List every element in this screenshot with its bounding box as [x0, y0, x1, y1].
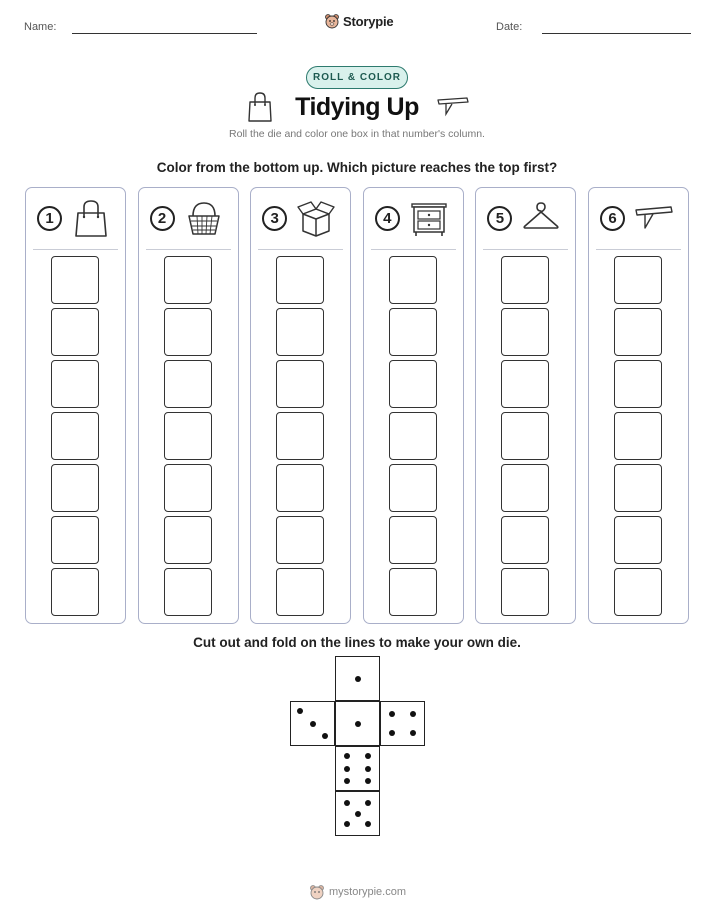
column-divider: [483, 249, 568, 250]
column-number-1: 1: [37, 206, 62, 231]
color-box[interactable]: [164, 256, 212, 304]
color-box[interactable]: [389, 256, 437, 304]
shopping-bag-icon: [71, 198, 111, 238]
color-box[interactable]: [164, 464, 212, 512]
color-box[interactable]: [51, 256, 99, 304]
page-subtitle: Roll the die and color one box in that number's column.: [229, 128, 485, 140]
dresser-icon: [409, 198, 449, 238]
column-divider: [371, 249, 456, 250]
name-line[interactable]: [72, 33, 257, 34]
color-box[interactable]: [389, 308, 437, 356]
roll-column-1: [25, 187, 126, 624]
name-label: Name:: [24, 21, 57, 33]
color-box[interactable]: [501, 360, 549, 408]
die-pip: [344, 800, 350, 806]
column-divider: [33, 249, 118, 250]
column-divider: [146, 249, 231, 250]
color-box[interactable]: [164, 308, 212, 356]
die-pip: [365, 800, 371, 806]
die-instruction: Cut out and fold on the lines to make your own die.: [193, 635, 521, 650]
shopping-bag-icon: [246, 91, 274, 123]
color-box[interactable]: [51, 360, 99, 408]
die-pip: [355, 721, 361, 727]
color-box[interactable]: [51, 308, 99, 356]
color-box[interactable]: [276, 464, 324, 512]
color-box[interactable]: [614, 360, 662, 408]
color-box[interactable]: [501, 568, 549, 616]
page-title: Tidying Up: [295, 93, 419, 121]
die-face-5: [335, 791, 380, 836]
color-box[interactable]: [389, 516, 437, 564]
color-box[interactable]: [276, 568, 324, 616]
bear-icon: [309, 884, 325, 900]
color-box[interactable]: [276, 360, 324, 408]
die-pip: [355, 811, 361, 817]
die-pip: [344, 766, 350, 772]
color-box[interactable]: [614, 568, 662, 616]
die-pip: [310, 721, 316, 727]
open-box-icon: [296, 198, 336, 238]
color-box[interactable]: [501, 256, 549, 304]
color-box[interactable]: [51, 568, 99, 616]
instruction-text: Color from the bottom up. Which picture reaches the top first?: [156, 160, 558, 175]
date-label: Date:: [496, 21, 523, 33]
die-face-1: [335, 656, 380, 701]
color-box[interactable]: [51, 464, 99, 512]
color-box[interactable]: [276, 308, 324, 356]
color-box[interactable]: [501, 516, 549, 564]
color-box[interactable]: [614, 256, 662, 304]
die-pip: [389, 711, 395, 717]
die-pip: [365, 821, 371, 827]
color-box[interactable]: [501, 464, 549, 512]
die-pip: [365, 753, 371, 759]
die-pip: [344, 778, 350, 784]
color-box[interactable]: [51, 412, 99, 460]
die-pip: [365, 778, 371, 784]
column-divider: [258, 249, 343, 250]
die-pip: [410, 711, 416, 717]
column-number-2: 2: [150, 206, 175, 231]
color-box[interactable]: [389, 360, 437, 408]
color-box[interactable]: [164, 516, 212, 564]
color-box[interactable]: [501, 412, 549, 460]
color-box[interactable]: [51, 516, 99, 564]
column-number-3: 3: [262, 206, 287, 231]
footer-url[interactable]: mystorypie.com: [329, 886, 407, 898]
die-face-3: [290, 701, 335, 746]
column-number-5: 5: [487, 206, 512, 231]
roll-column-2: [138, 187, 239, 624]
date-line[interactable]: [542, 33, 691, 34]
color-box[interactable]: [389, 412, 437, 460]
die-face-4: [380, 701, 425, 746]
die-face-6: [335, 746, 380, 791]
die-pip: [410, 730, 416, 736]
brand-name: Storypie: [343, 13, 394, 29]
column-number-6: 6: [600, 206, 625, 231]
color-box[interactable]: [164, 412, 212, 460]
die-pip: [322, 733, 328, 739]
roll-column-6: [588, 187, 689, 624]
roll-column-3: [250, 187, 351, 624]
color-box[interactable]: [276, 256, 324, 304]
die-face-1: [335, 701, 380, 746]
bear-icon: [324, 13, 340, 29]
die-pip: [344, 753, 350, 759]
column-divider: [596, 249, 681, 250]
die-pip: [297, 708, 303, 714]
column-number-4: 4: [375, 206, 400, 231]
die-pip: [389, 730, 395, 736]
color-box[interactable]: [614, 516, 662, 564]
roll-color-badge: ROLL & COLOR: [306, 66, 408, 89]
footer: [309, 884, 406, 900]
roll-column-5: [475, 187, 576, 624]
basket-icon: [184, 198, 224, 238]
die-net[interactable]: [290, 656, 425, 836]
color-box[interactable]: [276, 412, 324, 460]
color-box[interactable]: [164, 568, 212, 616]
die-pip: [365, 766, 371, 772]
shelf-icon: [436, 96, 470, 118]
color-box[interactable]: [614, 308, 662, 356]
die-pip: [344, 821, 350, 827]
brand-logo: [324, 13, 393, 29]
color-box[interactable]: [389, 568, 437, 616]
hanger-icon: [521, 198, 561, 238]
die-pip: [355, 676, 361, 682]
color-box[interactable]: [389, 464, 437, 512]
shelf-icon: [634, 198, 674, 238]
color-box[interactable]: [276, 516, 324, 564]
color-box[interactable]: [501, 308, 549, 356]
color-box[interactable]: [164, 360, 212, 408]
roll-column-4: [363, 187, 464, 624]
color-box[interactable]: [614, 464, 662, 512]
color-box[interactable]: [614, 412, 662, 460]
